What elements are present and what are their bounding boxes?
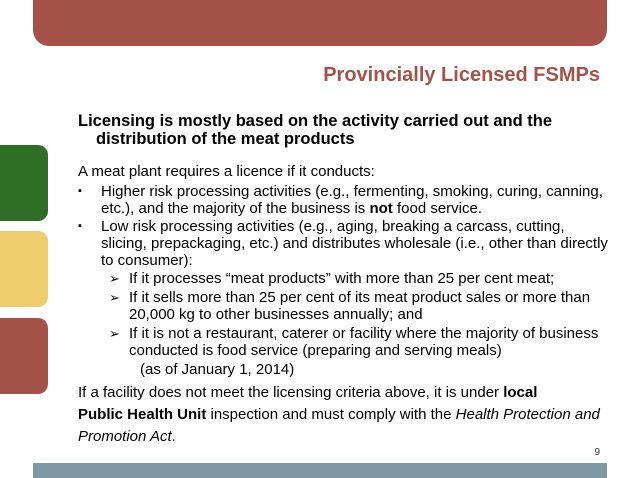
closing-emphasis: local bbox=[503, 384, 538, 401]
closing-emphasis: Public Health Unit bbox=[78, 406, 207, 423]
square-bullet-icon: ▪ bbox=[78, 220, 82, 232]
sub-bullet-item bbox=[78, 289, 608, 323]
intro-text: A meat plant requires a licence if it conducts: bbox=[78, 163, 375, 180]
side-tab-red bbox=[0, 318, 48, 394]
sub-bullet-text: If it processes “meat products” with more than 25 per cent meat; bbox=[129, 270, 555, 287]
date-note: (as of January 1, 2014) bbox=[140, 361, 295, 378]
sub-bullet-text: If it sells more than 25 per cent of its meat product sales or more than 20,000 kg to other businesses annually; and bbox=[129, 289, 591, 323]
side-tab-yellow bbox=[0, 231, 48, 307]
square-bullet-icon: ▪ bbox=[78, 185, 82, 197]
side-tab-green bbox=[0, 145, 48, 221]
sub-bullet-item bbox=[78, 270, 608, 287]
bullet-text-end: food service. bbox=[392, 200, 483, 217]
sub-bullet-item bbox=[78, 325, 608, 359]
bullet-item-high-risk bbox=[78, 183, 608, 217]
arrow-bullet-icon: ➢ bbox=[109, 326, 120, 341]
page-number: 9 bbox=[594, 447, 600, 458]
bullet-text: Low risk processing activities (e.g., aging, breaking a carcass, cutting, slicing, prepackaging, etc.) and distributes wholesale (i.e., other than directly to consumer): bbox=[101, 218, 608, 269]
slide-body bbox=[78, 112, 608, 448]
slide-title: Provincially Licensed FSMPs bbox=[323, 64, 600, 86]
act-name: Health Protection and Promotion Act bbox=[78, 406, 600, 445]
slide-heading: Licensing is mostly based on the activity carried out and the distribution of the meat products bbox=[78, 112, 553, 148]
sub-bullet-text: If it is not a restaurant, caterer or facility where the majority of business conducted is food service (preparing and serving meals) bbox=[129, 325, 599, 359]
closing-text: If a facility does not meet the licensing criteria above, it is under bbox=[78, 384, 504, 401]
bullet-item-low-risk bbox=[78, 218, 608, 269]
closing-paragraph bbox=[78, 382, 608, 448]
closing-text: inspection and must comply with the bbox=[206, 406, 456, 423]
bullet-emphasis: not bbox=[369, 200, 393, 217]
arrow-bullet-icon: ➢ bbox=[109, 271, 120, 286]
bullet-text: Higher risk processing activities (e.g., fermenting, smoking, curing, canning, etc.), and the majority of the business is bbox=[101, 183, 603, 217]
top-banner bbox=[33, 0, 607, 46]
closing-text: . bbox=[171, 428, 176, 445]
bottom-bar bbox=[33, 463, 607, 478]
arrow-bullet-icon: ➢ bbox=[109, 290, 120, 305]
